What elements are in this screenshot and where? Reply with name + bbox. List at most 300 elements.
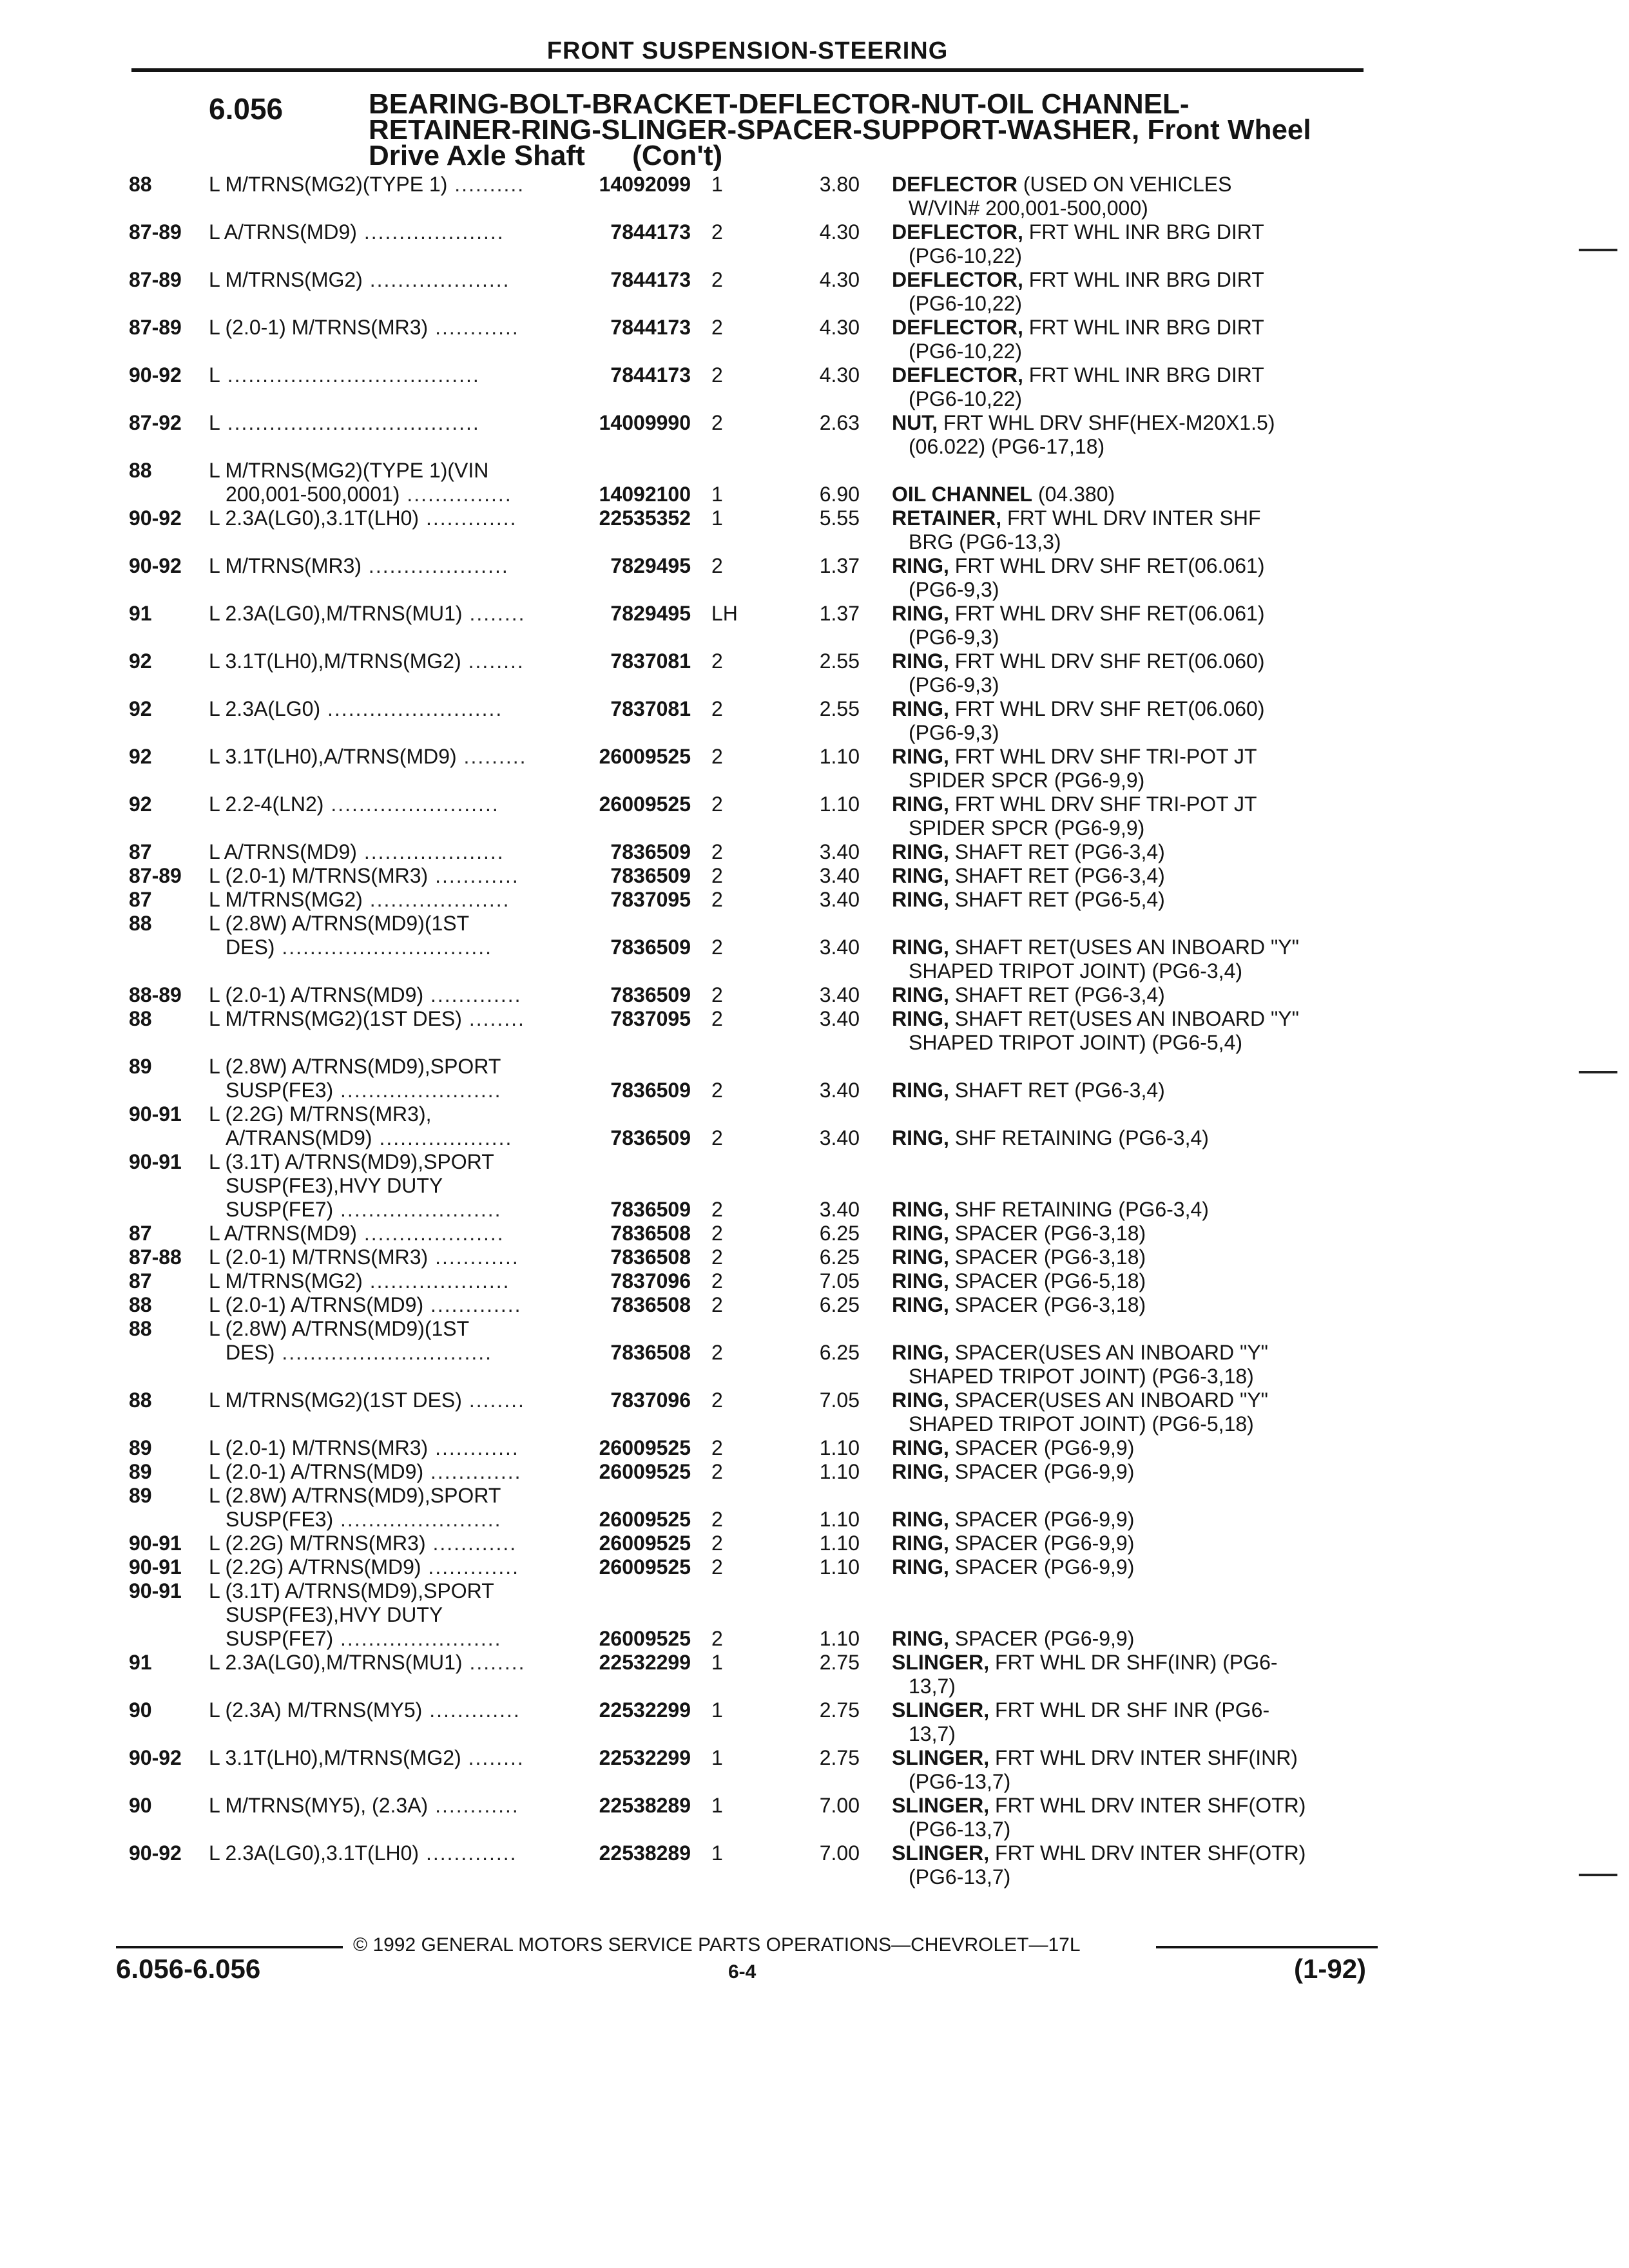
row-year: 90-92 (129, 506, 182, 530)
dot-leader: ............ (428, 864, 519, 887)
row-application (209, 1698, 521, 1722)
part-name: SLINGER, (892, 1746, 990, 1769)
row-quantity: 1 (711, 506, 723, 530)
dot-leader: ......... (456, 745, 527, 768)
row-description (892, 1508, 1134, 1532)
row-part-number: 22538289 (599, 1841, 691, 1865)
row-description (892, 1341, 1268, 1365)
row-application (226, 1079, 502, 1102)
row-description (892, 745, 1257, 769)
row-part-number: 26009525 (599, 1436, 691, 1459)
row-price: 5.55 (819, 506, 860, 530)
row-description (892, 1555, 1134, 1579)
part-name: DEFLECTOR, (892, 220, 1023, 244)
row-application (209, 1222, 505, 1245)
description-text: SPACER (PG6-9,9) (954, 1532, 1135, 1555)
row-price: 1.10 (819, 1532, 860, 1555)
margin-mark (1579, 1071, 1617, 1073)
row-year: 88 (129, 173, 152, 196)
row-part-number: 22532299 (599, 1698, 691, 1722)
row-year: 90-92 (129, 363, 182, 387)
application-text: A/TRANS(MD9) (226, 1126, 372, 1149)
row-application (209, 912, 469, 936)
row-description (892, 554, 1264, 578)
row-year: 88 (129, 1293, 152, 1316)
row-application (209, 649, 525, 673)
row-price: 3.40 (819, 1126, 860, 1149)
row-part-number: 7836509 (610, 1198, 691, 1221)
row-description-cont: BRG (PG6-13,3) (909, 530, 1061, 553)
row-quantity: 2 (711, 864, 723, 887)
part-name: RING, (892, 1555, 949, 1579)
row-year: 87 (129, 888, 152, 911)
dot-leader: ............. (423, 1460, 522, 1483)
application-text: DES) (226, 1341, 275, 1364)
description-text: FRT WHL INR BRG DIRT (1028, 316, 1264, 339)
part-name: RING, (892, 1436, 949, 1459)
row-application (226, 1126, 512, 1150)
row-description-cont: SHAPED TRIPOT JOINT) (PG6-3,18) (909, 1365, 1254, 1388)
row-application (209, 1389, 525, 1412)
row-application (209, 1841, 517, 1865)
row-part-number: 7836509 (610, 936, 691, 959)
row-part-number: 7844173 (610, 268, 691, 291)
row-description-cont: (PG6-10,22) (909, 244, 1023, 267)
application-text: SUSP(FE3),HVY DUTY (226, 1603, 443, 1626)
application-text: L (2.0-1) A/TRNS(MD9) (209, 1293, 424, 1316)
row-application (226, 1341, 492, 1365)
row-quantity: 2 (711, 1508, 723, 1531)
row-description (892, 1460, 1134, 1484)
row-quantity: 2 (711, 1389, 723, 1412)
row-quantity: 1 (711, 173, 723, 196)
dot-leader: ............. (419, 506, 517, 530)
row-application (209, 697, 503, 721)
row-year: 92 (129, 649, 152, 673)
row-application (209, 1651, 526, 1675)
row-application (209, 1579, 494, 1603)
row-description-cont: (PG6-10,22) (909, 292, 1023, 315)
part-name: RING, (892, 1007, 949, 1030)
row-price: 3.40 (819, 864, 860, 887)
row-price: 7.00 (819, 1794, 860, 1817)
description-text: SHAFT RET (PG6-3,4) (954, 840, 1165, 863)
application-text: L (2.3A) M/TRNS(MY5) (209, 1698, 423, 1722)
row-year: 87 (129, 1269, 152, 1293)
row-application (226, 483, 512, 506)
application-text: L M/TRNS(MG2)(1ST DES) (209, 1389, 462, 1412)
row-description (892, 1245, 1146, 1269)
dot-leader: ............. (419, 1841, 517, 1865)
application-text: L 2.3A(LG0) (209, 697, 321, 720)
row-description (892, 1079, 1165, 1102)
row-application (209, 1293, 522, 1317)
part-name: DEFLECTOR, (892, 316, 1023, 339)
description-text: FRT WHL DRV SHF TRI-POT JT (954, 745, 1257, 768)
application-text: L (2.0-1) A/TRNS(MD9) (209, 983, 424, 1006)
description-text: FRT WHL DR SHF INR (PG6- (995, 1698, 1270, 1722)
dot-leader: .............................. (275, 936, 493, 959)
part-name: RING, (892, 1079, 949, 1102)
row-description (892, 602, 1264, 626)
row-year: 92 (129, 697, 152, 720)
row-quantity: 2 (711, 411, 723, 434)
description-text: FRT WHL DRV SHF RET(06.060) (954, 649, 1265, 673)
description-text: SPACER (PG6-9,9) (954, 1508, 1135, 1531)
row-description (892, 936, 1299, 959)
row-description-cont: (PG6-9,3) (909, 673, 999, 697)
row-application (226, 936, 492, 959)
row-description-cont: SHAPED TRIPOT JOINT) (PG6-5,4) (909, 1031, 1243, 1054)
description-text: SHAFT RET (PG6-3,4) (954, 864, 1165, 887)
part-name: RING, (892, 936, 949, 959)
description-text: SPACER (PG6-3,18) (954, 1293, 1146, 1316)
part-name: RING, (892, 1126, 949, 1149)
row-quantity: 1 (711, 1794, 723, 1817)
row-application (209, 793, 499, 816)
application-text: L 3.1T(LH0),M/TRNS(MG2) (209, 649, 461, 673)
description-text: FRT WHL DRV INTER SHF(OTR) (995, 1841, 1306, 1865)
description-text: SPACER (PG6-9,9) (954, 1436, 1135, 1459)
part-name: RING, (892, 1532, 949, 1555)
description-text: SPACER (PG6-3,18) (954, 1245, 1146, 1269)
row-description-cont: (06.022) (PG6-17,18) (909, 435, 1105, 458)
part-name: RING, (892, 602, 949, 625)
row-price: 2.75 (819, 1651, 860, 1674)
row-description-cont: SHAPED TRIPOT JOINT) (PG6-5,18) (909, 1412, 1254, 1436)
application-text: L (2.8W) A/TRNS(MD9),SPORT (209, 1055, 501, 1078)
dot-leader: .................... (356, 220, 505, 244)
row-description-cont: SPIDER SPCR (PG6-9,9) (909, 769, 1145, 792)
row-quantity: 2 (711, 1460, 723, 1483)
row-price: 2.55 (819, 649, 860, 673)
dot-leader: ............. (421, 1555, 519, 1579)
row-description (892, 1698, 1269, 1722)
row-part-number: 7836508 (610, 1245, 691, 1269)
row-quantity: 2 (711, 840, 723, 863)
part-name: RING, (892, 1627, 949, 1650)
row-quantity: 1 (711, 1698, 723, 1722)
row-year: 88 (129, 1007, 152, 1030)
row-price: 3.40 (819, 840, 860, 863)
row-year: 89 (129, 1484, 152, 1507)
application-text: L (2.2G) A/TRNS(MD9) (209, 1555, 421, 1579)
row-part-number: 7836508 (610, 1293, 691, 1316)
row-price: 4.30 (819, 363, 860, 387)
row-price: 1.10 (819, 793, 860, 816)
row-description-cont: (PG6-10,22) (909, 387, 1023, 410)
row-price: 3.40 (819, 1079, 860, 1102)
application-text: L A/TRNS(MD9) (209, 220, 357, 244)
footer-date-code: (1-92) (1294, 1954, 1367, 1984)
row-description (892, 697, 1264, 721)
row-part-number: 22538289 (599, 1794, 691, 1817)
row-price: 1.10 (819, 1460, 860, 1483)
row-part-number: 7837096 (610, 1389, 691, 1412)
application-text: L (2.2G) M/TRNS(MR3), (209, 1102, 432, 1126)
part-name: RING, (892, 1341, 949, 1364)
row-description-cont: (PG6-9,3) (909, 721, 999, 744)
dot-leader: ............ (428, 1245, 519, 1269)
row-description (892, 1198, 1209, 1222)
row-year: 88 (129, 1389, 152, 1412)
row-application (209, 411, 480, 435)
row-price: 2.63 (819, 411, 860, 434)
row-price: 1.37 (819, 554, 860, 577)
row-quantity: 2 (711, 983, 723, 1006)
row-description (892, 1269, 1146, 1293)
row-year: 90-92 (129, 1746, 182, 1769)
description-text: FRT WHL DRV SHF RET(06.060) (954, 697, 1265, 720)
part-name: RING, (892, 745, 949, 768)
application-text: L M/TRNS(MG2) (209, 888, 363, 911)
part-name: SLINGER, (892, 1698, 990, 1722)
row-year: 87-89 (129, 220, 182, 244)
application-text: L A/TRNS(MD9) (209, 840, 357, 863)
row-application (209, 1317, 469, 1341)
row-price: 6.25 (819, 1341, 860, 1364)
row-description (892, 220, 1264, 244)
application-text: L (209, 411, 220, 434)
description-text: FRT WHL DRV SHF RET(06.061) (954, 554, 1265, 577)
description-text: SHAFT RET(USES AN INBOARD "Y" (954, 1007, 1299, 1030)
row-quantity: 2 (711, 1079, 723, 1102)
part-name: RING, (892, 793, 949, 816)
row-description (892, 1651, 1278, 1675)
row-description-cont: SPIDER SPCR (PG6-9,9) (909, 816, 1145, 840)
row-quantity: 2 (711, 1126, 723, 1149)
part-name: RING, (892, 1389, 949, 1412)
section-number: 6.056 (209, 92, 284, 126)
row-part-number: 22532299 (599, 1746, 691, 1769)
footer-rule-right (1156, 1946, 1378, 1948)
row-application (209, 459, 488, 483)
row-quantity: LH (711, 602, 738, 625)
row-description-cont: W/VIN# 200,001-500,000) (909, 197, 1148, 220)
row-part-number: 7837096 (610, 1269, 691, 1293)
application-text: L M/TRNS(MY5), (2.3A) (209, 1794, 429, 1817)
row-quantity: 2 (711, 1627, 723, 1650)
description-text: FRT WHL DRV SHF(HEX-M20X1.5) (943, 411, 1275, 434)
dot-leader: ............. (423, 1293, 522, 1316)
row-year: 87-89 (129, 864, 182, 887)
row-quantity: 2 (711, 649, 723, 673)
row-description-cont: (PG6-9,3) (909, 626, 999, 649)
row-description-cont: SHAPED TRIPOT JOINT) (PG6-3,4) (909, 959, 1243, 983)
row-part-number: 7836509 (610, 1126, 691, 1149)
row-quantity: 2 (711, 1007, 723, 1030)
row-application (209, 1102, 432, 1126)
part-name: RING, (892, 888, 949, 911)
application-text: L (2.0-1) A/TRNS(MD9) (209, 1460, 424, 1483)
row-description (892, 1126, 1209, 1150)
row-quantity: 2 (711, 1293, 723, 1316)
row-part-number: 7844173 (610, 316, 691, 339)
application-text: L M/TRNS(MG2)(1ST DES) (209, 1007, 462, 1030)
row-year: 87-89 (129, 316, 182, 339)
row-price: 2.55 (819, 697, 860, 720)
row-description-cont: (PG6-9,3) (909, 578, 999, 601)
application-text: DES) (226, 936, 275, 959)
dot-leader: ............ (428, 1794, 519, 1817)
row-quantity: 2 (711, 697, 723, 720)
footer-page-number: 6-4 (728, 1961, 757, 1983)
application-text: L (209, 363, 220, 387)
row-year: 87-89 (129, 268, 182, 291)
row-price: 2.75 (819, 1698, 860, 1722)
part-name: RING, (892, 1293, 949, 1316)
row-description (892, 1841, 1306, 1865)
part-name: RING, (892, 1269, 949, 1293)
row-price: 4.30 (819, 268, 860, 291)
part-name: RETAINER, (892, 506, 1002, 530)
row-application (209, 1245, 519, 1269)
row-description (892, 888, 1165, 912)
row-year: 90-92 (129, 554, 182, 577)
row-description (892, 649, 1264, 673)
row-description (892, 1389, 1268, 1412)
part-name: DEFLECTOR, (892, 363, 1023, 387)
row-quantity: 2 (711, 1198, 723, 1221)
row-description (892, 1794, 1306, 1818)
row-application (209, 1532, 517, 1555)
description-text: SHAFT RET (PG6-5,4) (954, 888, 1165, 911)
row-description (892, 1532, 1134, 1555)
row-description (892, 1746, 1298, 1770)
row-description-cont: 13,7) (909, 1675, 956, 1698)
row-description (892, 1007, 1299, 1031)
row-price: 3.80 (819, 173, 860, 196)
row-year: 89 (129, 1460, 152, 1483)
part-name: RING, (892, 1245, 949, 1269)
description-text: FRT WHL INR BRG DIRT (1028, 363, 1264, 387)
dot-leader: .................... (361, 554, 509, 577)
part-name: SLINGER, (892, 1841, 990, 1865)
row-part-number: 22532299 (599, 1651, 691, 1674)
row-application (209, 268, 510, 292)
part-name: RING, (892, 697, 949, 720)
row-year: 90-91 (129, 1150, 182, 1173)
row-price: 7.05 (819, 1269, 860, 1293)
application-text: SUSP(FE3),HVY DUTY (226, 1174, 443, 1197)
row-quantity: 2 (711, 1436, 723, 1459)
row-part-number: 14092099 (599, 173, 691, 196)
row-year: 87-88 (129, 1245, 182, 1269)
dot-leader: ........ (461, 649, 525, 673)
section-title-line: RETAINER-RING-SLINGER-SPACER-SUPPORT-WASHER, Front Wheel (369, 114, 1311, 146)
description-text: SPACER(USES AN INBOARD "Y" (954, 1341, 1269, 1364)
dot-leader: ........................ (323, 793, 499, 816)
row-price: 1.10 (819, 1555, 860, 1579)
row-year: 90-91 (129, 1579, 182, 1602)
part-name: SLINGER, (892, 1794, 990, 1817)
application-text: L 3.1T(LH0),M/TRNS(MG2) (209, 1746, 461, 1769)
row-year: 92 (129, 793, 152, 816)
footer-section-range: 6.056-6.056 (116, 1954, 261, 1984)
row-price: 6.25 (819, 1222, 860, 1245)
part-name: RING, (892, 1508, 949, 1531)
row-application (209, 1460, 522, 1484)
application-text: L 2.2-4(LN2) (209, 793, 324, 816)
row-quantity: 1 (711, 1651, 723, 1674)
row-application (209, 173, 525, 197)
row-application (209, 745, 527, 769)
dot-leader: .................... (362, 888, 510, 911)
row-part-number: 7844173 (610, 363, 691, 387)
row-application (209, 1746, 525, 1770)
row-part-number: 7836509 (610, 1079, 691, 1102)
row-quantity: 2 (711, 1222, 723, 1245)
row-part-number: 26009525 (599, 1555, 691, 1579)
row-description (892, 268, 1264, 292)
row-year: 87-92 (129, 411, 182, 434)
row-application (209, 983, 522, 1007)
row-price: 3.40 (819, 888, 860, 911)
row-part-number: 7836509 (610, 864, 691, 887)
application-text: SUSP(FE7) (226, 1198, 334, 1221)
row-price: 1.10 (819, 1627, 860, 1650)
row-quantity: 2 (711, 316, 723, 339)
dot-leader: ........ (461, 1389, 525, 1412)
row-application (209, 1269, 510, 1293)
row-price: 2.75 (819, 1746, 860, 1769)
description-text: FRT WHL DRV INTER SHF(OTR) (995, 1794, 1306, 1817)
description-text: FRT WHL INR BRG DIRT (1028, 268, 1264, 291)
part-name: RING, (892, 1460, 949, 1483)
row-part-number: 26009525 (599, 745, 691, 768)
application-text: L (2.2G) M/TRNS(MR3) (209, 1532, 426, 1555)
row-year: 89 (129, 1436, 152, 1459)
row-year: 90-92 (129, 1841, 182, 1865)
section-title-line: BEARING-BOLT-BRACKET-DEFLECTOR-NUT-OIL CHANNEL- (369, 88, 1190, 120)
row-application (226, 1603, 443, 1627)
row-description (892, 506, 1260, 530)
row-quantity: 2 (711, 888, 723, 911)
row-description (892, 363, 1264, 387)
row-part-number: 26009525 (599, 1532, 691, 1555)
row-price: 3.40 (819, 983, 860, 1006)
row-description (892, 864, 1165, 888)
row-description (892, 1436, 1134, 1460)
application-text: L (2.8W) A/TRNS(MD9)(1ST (209, 1317, 470, 1340)
dot-leader: ........ (461, 1007, 525, 1030)
part-name: NUT, (892, 411, 938, 434)
row-part-number: 7844173 (610, 220, 691, 244)
row-quantity: 2 (711, 1532, 723, 1555)
dot-leader: .................................... (220, 411, 480, 434)
application-text: L (2.0-1) M/TRNS(MR3) (209, 864, 429, 887)
row-description (892, 1222, 1146, 1245)
description-text: FRT WHL INR BRG DIRT (1028, 220, 1264, 244)
row-description (892, 983, 1165, 1007)
row-year: 88 (129, 459, 152, 482)
row-year: 88 (129, 912, 152, 935)
part-name: RING, (892, 1222, 949, 1245)
description-text: SPACER(USES AN INBOARD "Y" (954, 1389, 1269, 1412)
row-quantity: 2 (711, 1555, 723, 1579)
part-name: OIL CHANNEL (892, 483, 1033, 506)
row-year: 92 (129, 745, 152, 768)
description-text: SHAFT RET (PG6-3,4) (954, 983, 1165, 1006)
dot-leader: ............. (423, 983, 522, 1006)
row-application (209, 888, 510, 912)
row-description-cont: (PG6-13,7) (909, 1818, 1011, 1841)
row-description-cont: 13,7) (909, 1722, 956, 1745)
application-text: L (2.0-1) M/TRNS(MR3) (209, 1245, 429, 1269)
row-part-number: 7836509 (610, 840, 691, 863)
row-application (226, 1627, 502, 1651)
dot-leader: ............ (428, 316, 519, 339)
